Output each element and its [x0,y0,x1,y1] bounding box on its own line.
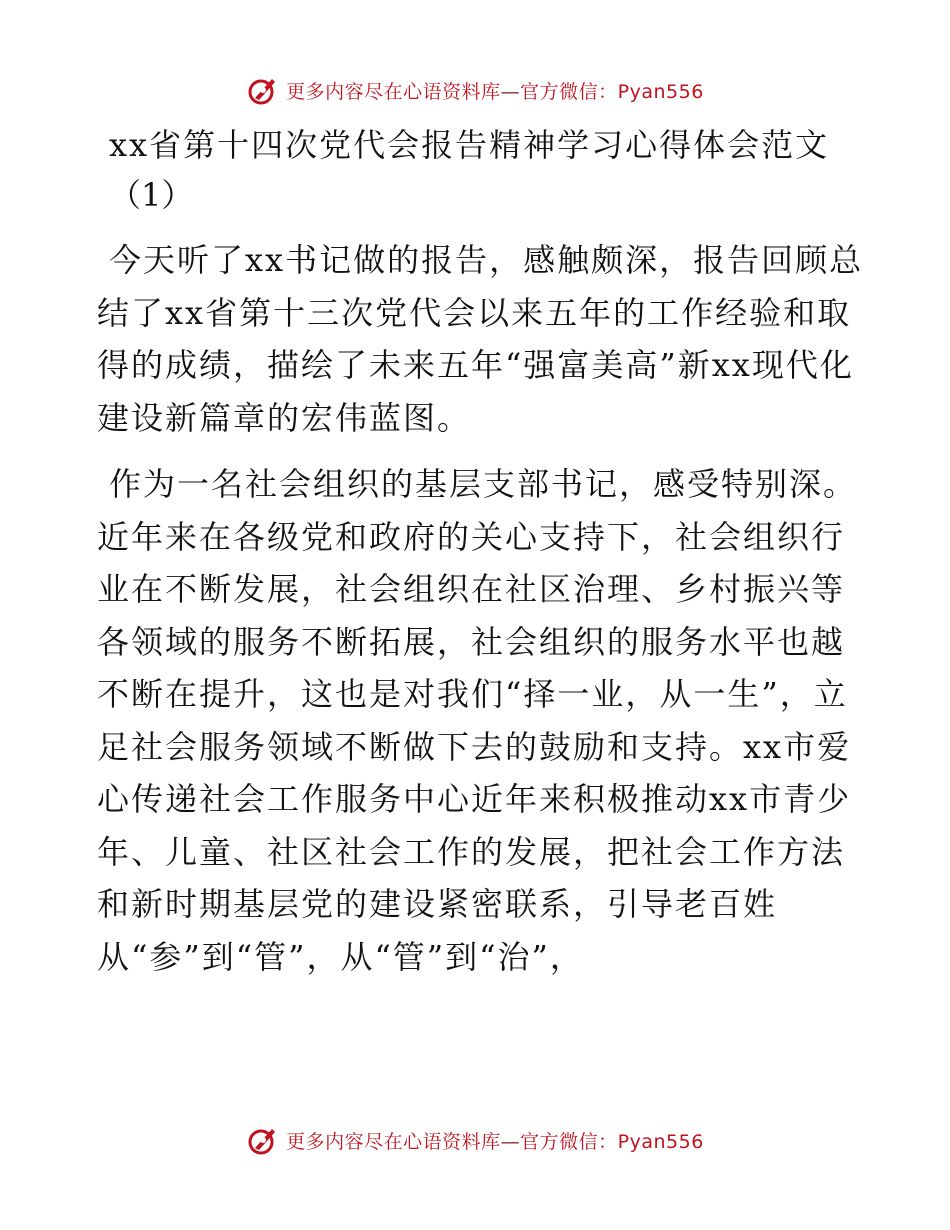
document-subtitle: （1） [109,176,194,214]
paragraph-2: 作为一名社会组织的基层支部书记，感受特别深。近年来在各级党和政府的关心支持下，社会组织行业在不断发展，社会组织在社区治理、乡村振兴等各领域的服务不断拓展，社会组织的服务水平也越不断在提升，这也是对我们“择一业，从一生”，立足社会服务领域不断做下去的鼓励和支持。xx市爱心传递社会工作服务中心近年来积极推动xx市青少年、儿童、社区社会工作的发展，把社会工作方法和新时期基层党的建设紧密联系，引导老百姓从“参”到“管”，从“管”到“治”， [97,465,858,976]
footer-wechat: 官方微信：Pyan556 [520,1130,704,1153]
footer-banner [0,1120,950,1160]
header-brand: 更多内容尽在心语资料库 [286,80,501,103]
header-separator: — [500,80,521,103]
quill-logo-icon [246,73,280,107]
header-wechat: 官方微信：Pyan556 [520,80,704,103]
document-body [97,120,867,997]
quill-logo-icon [246,1123,280,1157]
footer-banner-text [286,1127,704,1154]
paragraph-1: 今天听了xx书记做的报告，感触颇深，报告回顾总结了xx省第十三次党代会以来五年的工作经验和取得的成绩，描绘了未来五年“强富美高”新xx现代化建设新篇章的宏伟蓝图。 [97,241,864,437]
footer-brand: 更多内容尽在心语资料库 [286,1130,501,1153]
header-banner-text [286,77,704,104]
header-banner [0,70,950,110]
footer-separator: — [500,1130,521,1153]
document-title: xx省第十四次党代会报告精神学习心得体会范文 [109,126,830,164]
